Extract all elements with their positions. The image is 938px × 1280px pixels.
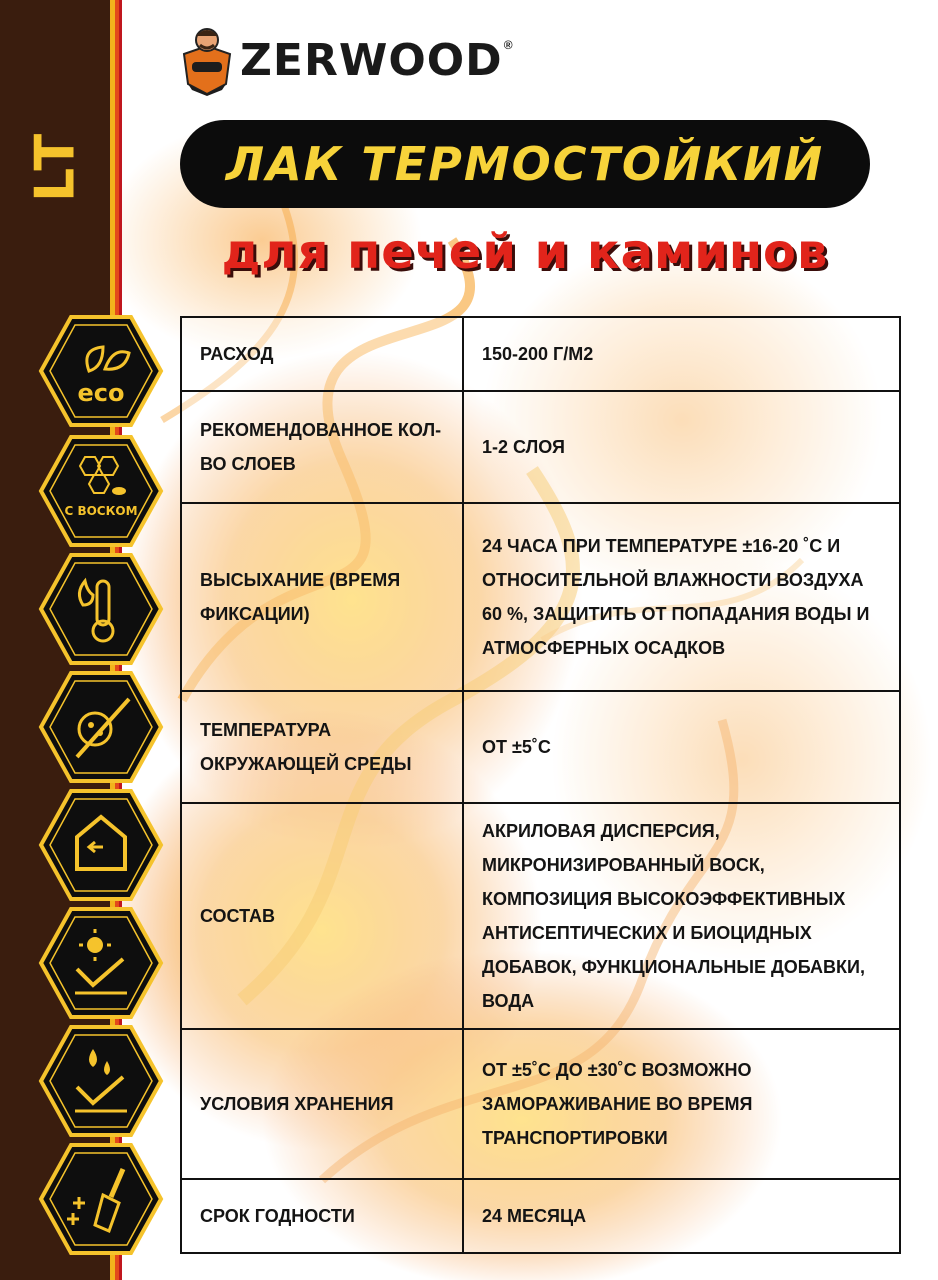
spec-param: СРОК ГОДНОСТИ: [181, 1179, 463, 1253]
spec-param: ВЫСЫХАНИЕ (ВРЕМЯ ФИКСАЦИИ): [181, 503, 463, 691]
brand-name: ZERWOOD: [240, 34, 503, 86]
spec-row: [181, 503, 900, 691]
spec-row: [181, 803, 900, 1029]
spec-param: УСЛОВИЯ ХРАНЕНИЯ: [181, 1029, 463, 1179]
spec-row: [181, 691, 900, 803]
spec-value: АКРИЛОВАЯ ДИСПЕРСИЯ, МИКРОНИЗИРОВАННЫЙ ВОСК, КОМПОЗИЦИЯ ВЫСОКОЭФФЕКТИВНЫХ АНТИСЕПТИЧЕСКИХ И БИОЦИДНЫХ ДОБАВОК, ФУНКЦИОНАЛЬНЫЕ ДОБАВКИ, ВОДА: [463, 803, 900, 1029]
water-repellent-icon: [37, 1023, 165, 1139]
product-code: LT: [23, 127, 87, 203]
spec-value: 24 МЕСЯЦА: [463, 1179, 900, 1253]
spec-row: [181, 1029, 900, 1179]
spec-param: РЕКОМЕНДОВАННОЕ КОЛ-ВО СЛОЕВ: [181, 391, 463, 503]
spec-param: ТЕМПЕРАТУРА ОКРУЖАЮЩЕЙ СРЕДЫ: [181, 691, 463, 803]
spec-value: 150-200 Г/М2: [463, 317, 900, 391]
mascot-icon: [178, 24, 236, 96]
thermometer-flame-icon: [37, 551, 165, 667]
brand-logo: [178, 24, 513, 96]
spec-value: 24 ЧАСА ПРИ ТЕМПЕРАТУРЕ ±16-20 ˚С И ОТНОСИТЕЛЬНОЙ ВЛАЖНОСТИ ВОЗДУХА 60 %, ЗАЩИТИТЬ ОТ ПОПАДАНИЯ ВОДЫ И АТМОСФЕРНЫХ ОСАДКОВ: [463, 503, 900, 691]
spec-value: 1-2 СЛОЯ: [463, 391, 900, 503]
no-virus-icon: [37, 669, 165, 785]
spec-param: РАСХОД: [181, 317, 463, 391]
house-interior-icon: [37, 787, 165, 903]
uv-protection-icon: [37, 905, 165, 1021]
eco-leaves-icon: [37, 313, 165, 429]
honeycomb-bee-icon: [37, 433, 165, 549]
spec-row: [181, 1179, 900, 1253]
spec-value: ОТ ±5˚С ДО ±30˚С ВОЗМОЖНО ЗАМОРАЖИВАНИЕ ВО ВРЕМЯ ТРАНСПОРТИРОВКИ: [463, 1029, 900, 1179]
product-subtitle: для печей и каминов: [221, 224, 829, 280]
spec-param: СОСТАВ: [181, 803, 463, 1029]
spec-row: [181, 391, 900, 503]
registered-mark: ®: [503, 38, 513, 52]
product-title: ЛАК ТЕРМОСТОЙКИЙ: [225, 137, 825, 191]
brush-application-icon: [37, 1141, 165, 1257]
spec-value: ОТ ±5˚С: [463, 691, 900, 803]
eco-label: eco: [77, 379, 125, 407]
title-banner: [180, 120, 870, 208]
spec-table: [180, 316, 901, 1254]
wax-label: С ВОСКОМ: [64, 504, 138, 518]
spec-row: [181, 317, 900, 391]
